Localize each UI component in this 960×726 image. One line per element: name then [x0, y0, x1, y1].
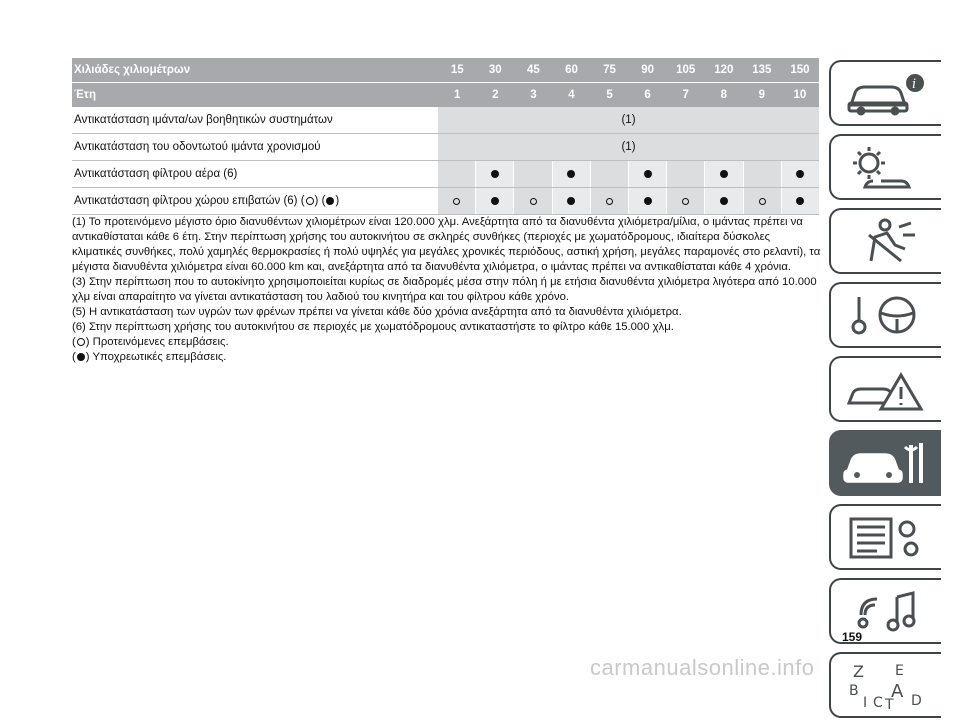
km-cell: 135: [752, 64, 772, 76]
table-row: [72, 107, 819, 134]
km-cell: 45: [526, 64, 540, 76]
interval-cell: [476, 161, 514, 187]
dot-mark-icon: [491, 170, 499, 178]
svg-text:A: A: [891, 681, 904, 702]
dot-mark-icon: [720, 197, 728, 205]
steering-key-icon: [841, 289, 931, 341]
row-label-text: Αντικατάσταση φίλτρου χώρου επιβατών (6): [74, 195, 298, 207]
interval-cell: [514, 161, 552, 187]
dot-symbol-icon: [77, 353, 85, 361]
year-cell: 3: [530, 89, 537, 101]
span-cell: (1): [621, 114, 636, 126]
year-cell: 7: [682, 89, 689, 101]
ring-symbol-icon: [306, 197, 314, 205]
svg-text:B: B: [849, 683, 859, 699]
tab-dashboard-lights[interactable]: [829, 134, 941, 200]
km-cell: 90: [641, 64, 655, 76]
legend-dot-text: Υποχρεωτικές επεμβάσεις.: [92, 351, 227, 363]
interval-cell: [591, 161, 629, 187]
year-cell: 9: [758, 89, 766, 101]
interval-cell: [591, 188, 629, 214]
ring-mark-icon: [453, 198, 460, 205]
specs-gear-icon: [841, 511, 931, 563]
table-row: [72, 134, 819, 161]
ring-symbol-icon: [77, 338, 85, 346]
interval-cell: [438, 188, 476, 214]
km-cell: 150: [790, 64, 810, 76]
km-cell: 30: [488, 64, 502, 76]
legend-ring-text: Προτεινόμενες επεμβάσεις.: [92, 336, 229, 348]
year-cell: 6: [644, 89, 651, 101]
dot-mark-icon: [567, 197, 575, 205]
header-km-row: [72, 58, 819, 82]
row-label: Αντικατάσταση φίλτρου αέρα (6): [74, 168, 238, 180]
header-years-label: Έτη: [74, 89, 96, 101]
note-1: (1) Το προτεινόμενο μέγιστο όριο διανυθέντων χιλιομέτρων είναι 120.000 χλμ. Ανεξάρτητα από τα διανυθέντα χιλιόμετρα/μίλια, ο ιμάντας πρέπει να αντικαθίσταται κάθε 6 έτη. Στην περίπτωση χρήσης του αυτοκινήτου σε σκληρές συνθήκες (περιοχές με χωματόδρομους, ιδιαίτερα δύσκολες κλιματικές συνθήκες, πολύ χαμηλές θερμοκρασίες ή πολύ υψηλές για μεγάλες χρονικές περιόδους, αστική χρήση, μεγάλες παραμονές στο ρελαντί), τα μέγιστα διανυθέντα χιλιόμετρα είναι 60.000 km και, ανεξάρτητα από τα διανυθέντα χιλιόμετρα, ο ιμάντας πρέπει να αντικαθίσταται κάθε 4 χρόνια.: [72, 216, 821, 273]
table-row: [72, 188, 819, 215]
tab-car-info[interactable]: [829, 60, 941, 126]
tab-specs[interactable]: [829, 504, 941, 570]
interval-cell: [667, 188, 705, 214]
mark-cells: [438, 161, 819, 187]
car-info-icon: [841, 67, 931, 119]
interval-cell: [782, 188, 819, 214]
ring-mark-icon: [682, 198, 689, 205]
ring-mark-icon: [759, 198, 766, 205]
year-cell: 4: [568, 89, 575, 101]
dot-mark-icon: [491, 197, 499, 205]
interval-cell: [553, 161, 591, 187]
year-cell: 1: [454, 89, 461, 101]
interval-cell: [744, 161, 782, 187]
dot-mark-icon: [796, 170, 804, 178]
interval-cell: [438, 161, 476, 187]
page-number: 159: [842, 630, 863, 644]
km-cell: 105: [676, 64, 696, 76]
dot-mark-icon: [567, 170, 575, 178]
year-cell: 10: [793, 89, 807, 101]
car-warning-icon: [841, 363, 931, 415]
interval-cell: [667, 161, 705, 187]
svg-text:T: T: [885, 697, 894, 711]
maintenance-table: [72, 58, 819, 215]
header-years-row: [72, 83, 819, 107]
svg-text:D: D: [911, 693, 922, 709]
footnotes: [72, 215, 822, 365]
note-6: (6) Στην περίπτωση χρήσης του αυτοκινήτου σε περιοχές με χωματόδρομους αντικαταστήστε το φίλτρο κάθε 15.000 χλμ.: [72, 321, 674, 333]
interval-cell: [744, 188, 782, 214]
svg-text:E: E: [895, 663, 904, 679]
row-label: Αντικατάσταση ιμάντα/ων βοηθητικών συστημάτων: [74, 114, 333, 126]
interval-cell: [476, 188, 514, 214]
dashboard-lights-icon: [841, 141, 931, 193]
alphabet-index-icon: [841, 659, 931, 711]
watermark: carmanualsonline.info: [590, 655, 815, 680]
year-cell: 5: [606, 89, 613, 101]
airbag-seat-icon: [841, 215, 931, 267]
tab-maintenance[interactable]: [829, 430, 941, 496]
dot-mark-icon: [796, 197, 804, 205]
svg-text:I: I: [863, 695, 868, 711]
svg-text:i: i: [912, 77, 917, 92]
interval-cell: [629, 188, 667, 214]
legend-dot: ( ) Υποχρεωτικές επεμβάσεις.: [72, 351, 227, 363]
tab-airbag-seat[interactable]: [829, 208, 941, 274]
tab-steering-key[interactable]: [829, 282, 941, 348]
tab-car-warning[interactable]: [829, 356, 941, 422]
km-cell: 60: [565, 64, 578, 76]
note-3: (3) Στην περίπτωση που το αυτοκίνητο χρησιμοποιείται κυρίως σε διαδρομές μέσα στην πόλη ή με ετήσια διανυθέντα χιλιόμετρα λιγότερα από 10.000 χλμ είναι απαραίτητο να γίνεται αντικατάσταση του λαδιού του κινητήρα και του φίλτρου κάθε χρόνο.: [72, 276, 817, 303]
span-cell: (1): [621, 141, 636, 153]
note-5: (5) Η αντικατάσταση των υγρών των φρένων πρέπει να γίνεται κάθε δύο χρόνια ανεξάρτητα από τα διανυθέντα χιλιόμετρα.: [72, 306, 682, 318]
interval-cell: [514, 188, 552, 214]
interval-cell: [705, 161, 743, 187]
dot-mark-icon: [644, 197, 652, 205]
mark-cells: [438, 188, 819, 214]
year-cell: 8: [720, 89, 727, 101]
car-wrench-icon: [841, 437, 931, 489]
svg-text:Z: Z: [853, 662, 864, 681]
dot-mark-icon: [644, 170, 652, 178]
legend-ring: ( ) Προτεινόμενες επεμβάσεις.: [72, 336, 229, 348]
km-cell: 120: [714, 64, 734, 76]
interval-cell: [629, 161, 667, 187]
svg-text:C: C: [873, 695, 883, 711]
header-km-label: Χιλιάδες χιλιομέτρων: [74, 64, 191, 76]
km-cell: 75: [603, 64, 616, 76]
row-label: Αντικατάσταση του οδοντωτού ιμάντα χρονισμού: [74, 141, 321, 153]
interval-cell: [705, 188, 743, 214]
km-cell: 15: [450, 64, 464, 76]
ring-mark-icon: [530, 198, 537, 205]
dot-mark-icon: [720, 170, 728, 178]
interval-cell: [553, 188, 591, 214]
interval-cell: [782, 161, 819, 187]
table-row: [72, 161, 819, 188]
tab-index[interactable]: [829, 652, 941, 718]
row-label: Αντικατάσταση φίλτρου χώρου επιβατών (6) ( ) ( ): [74, 195, 340, 207]
dot-symbol-icon: [326, 197, 334, 205]
chapter-tabs: [829, 60, 941, 726]
ring-mark-icon: [606, 198, 613, 205]
year-cell: 2: [492, 89, 499, 101]
